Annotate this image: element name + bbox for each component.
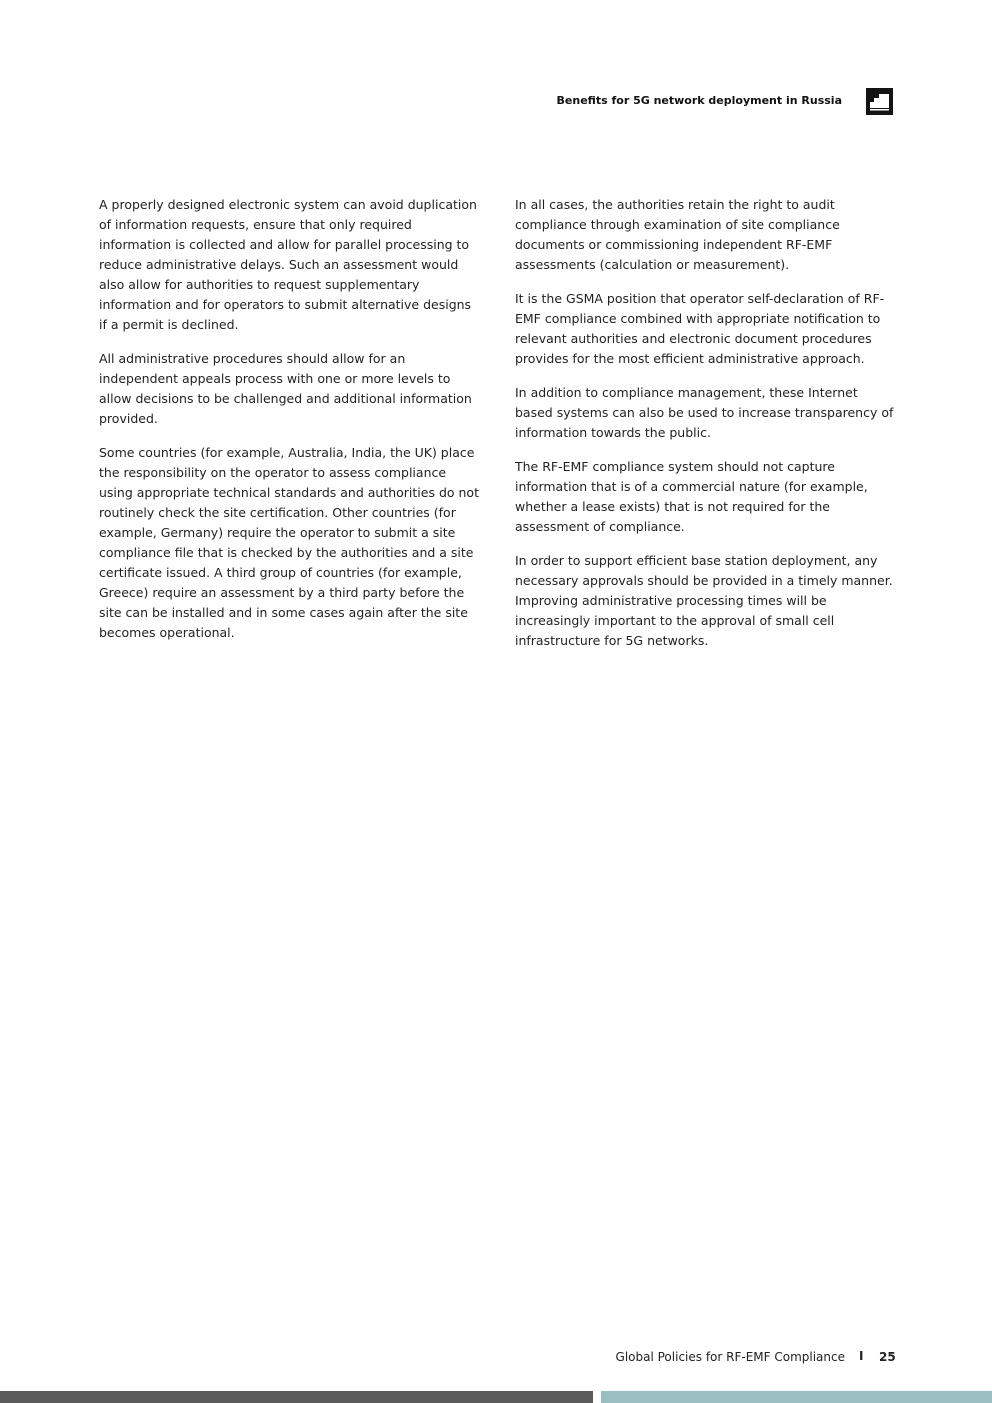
- section-logo-icon: [866, 88, 893, 115]
- paragraph: Some countries (for example, Australia, India, the UK) place the responsibility on the operator to assess compliance using appropriate technical standards and authorities do not routinely check the site certification. Other countries (for example, Germany) require the operator to submit a site compliance file that is checked by the authorities and a site certificate issued. A third group of countries (for example, Greece) require an assessment by a third party before the site can be installed and in some cases again after the site becomes operational.: [99, 445, 479, 640]
- right-text-column: [515, 195, 895, 665]
- footer-bar-dark: [0, 1391, 593, 1403]
- paragraph: In addition to compliance management, these Internet based systems can also be used to increase transparency of information towards the public.: [515, 385, 894, 440]
- footer-bar-light: [601, 1391, 992, 1403]
- paragraph: In all cases, the authorities retain the right to audit compliance through examination of site compliance documents or commissioning independent RF-EMF assessments (calculation or measurement).: [515, 197, 840, 272]
- paragraph: It is the GSMA position that operator self-declaration of RF-EMF compliance combined with appropriate notification to relevant authorities and electronic document procedures provides for the most efficient administrative approach.: [515, 291, 885, 366]
- footer-title: Global Policies for RF-EMF Compliance: [615, 1350, 845, 1364]
- page-number: 25: [879, 1350, 896, 1364]
- footer-separator: I: [859, 1349, 864, 1363]
- paragraph: The RF-EMF compliance system should not capture information that is of a commercial nature (for example, whether a lease exists) that is not required for the assessment of compliance.: [515, 459, 868, 534]
- paragraph: In order to support efficient base station deployment, any necessary approvals should be provided in a timely manner. Improving administrative processing times will be increasingly important to the approval of small cell infrastructure for 5G networks.: [515, 553, 893, 648]
- running-header-title: Benefits for 5G network deployment in Russia: [556, 94, 842, 107]
- paragraph: All administrative procedures should allow for an independent appeals process with one or more levels to allow decisions to be challenged and additional information provided.: [99, 351, 472, 426]
- left-text-column: [99, 195, 479, 657]
- paragraph: A properly designed electronic system can avoid duplication of information requests, ensure that only required information is collected and allow for parallel processing to reduce administrative delays. Such an assessment would also allow for authorities to request supplementary information and for operators to submit alternative designs if a permit is declined.: [99, 197, 477, 332]
